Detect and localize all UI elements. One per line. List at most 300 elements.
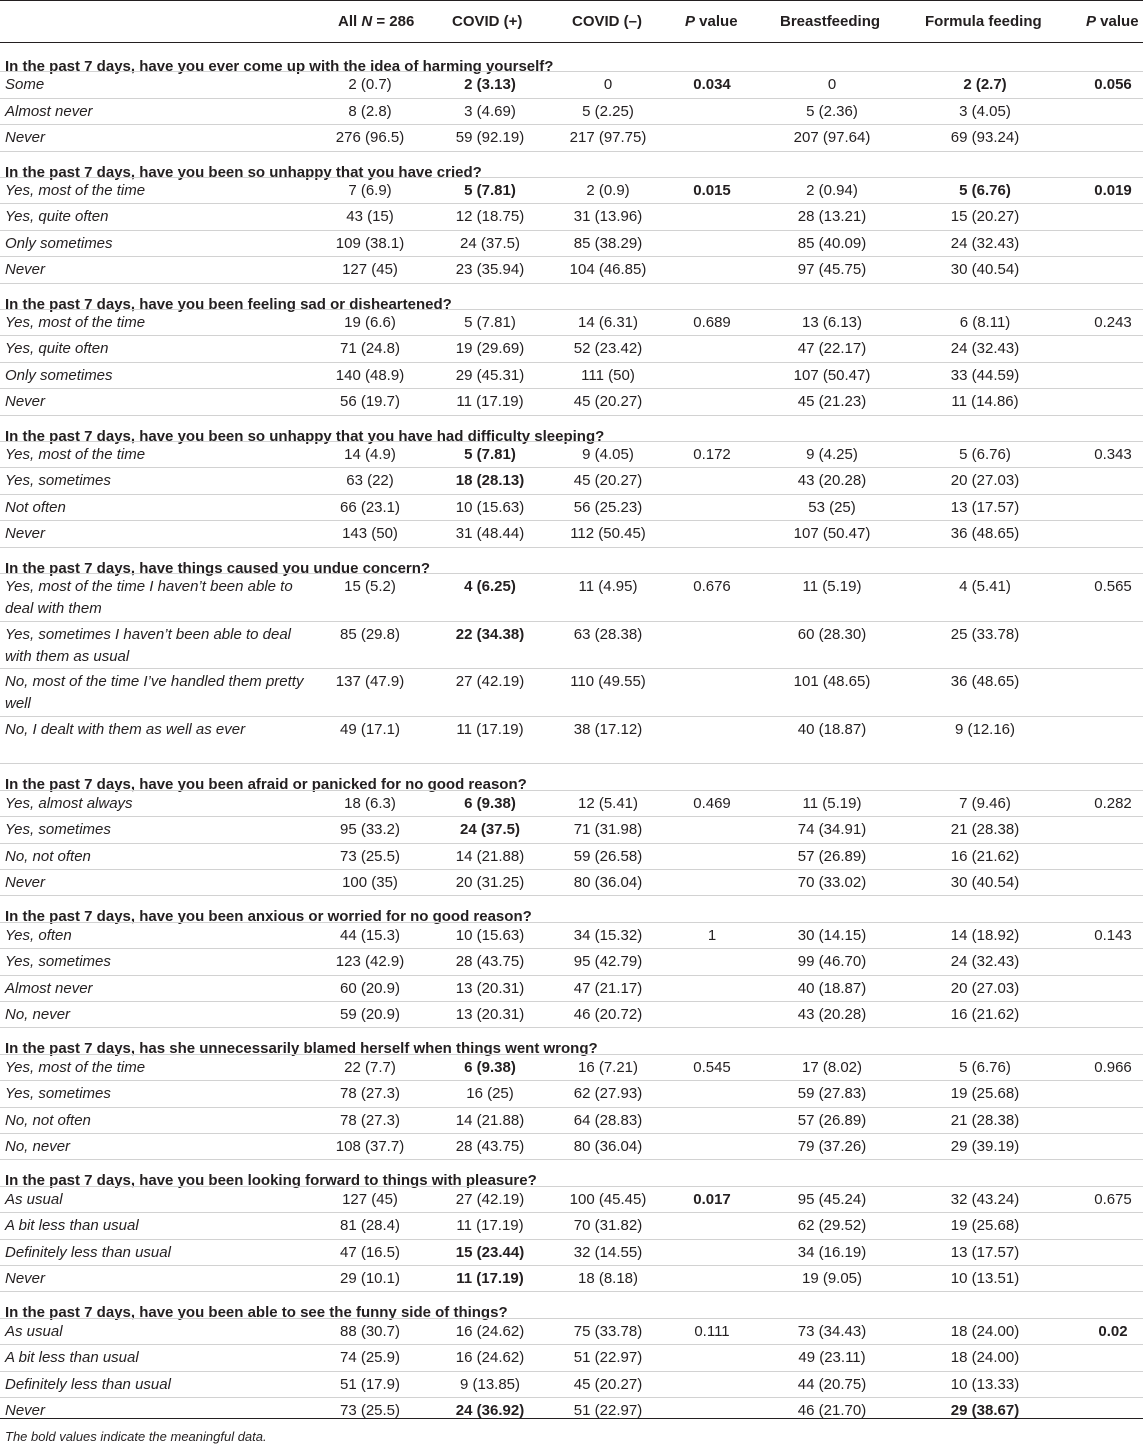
row-separator [0, 1159, 1143, 1160]
cell-bf: 11 (5.19) [802, 794, 862, 812]
cell-ff: 16 (21.62) [950, 847, 1020, 865]
row-separator [0, 494, 1143, 495]
header-breastfeeding: Breastfeeding [780, 13, 881, 30]
cell-all: 276 (96.5) [335, 129, 405, 147]
row-separator [0, 362, 1143, 363]
row-label: Yes, most of the time [5, 446, 146, 463]
cell-bf: 0 [827, 76, 837, 94]
cell-p1: 1 [707, 926, 717, 944]
cell-bf: 9 (4.25) [806, 446, 858, 463]
question-heading: In the past 7 days, have you been so unhappy that you have had difficulty sleeping? [5, 427, 605, 445]
row-label: Yes, sometimes [5, 472, 111, 490]
row-separator [0, 668, 1143, 669]
row-separator [0, 441, 1143, 442]
row-label: Yes, sometimes [5, 821, 111, 839]
cell-all: 127 (45) [342, 261, 398, 279]
cell-all: 43 (15) [346, 208, 394, 226]
cell-ff: 11 (14.86) [951, 393, 1019, 411]
row-label: Almost never [5, 979, 93, 997]
cell-neg: 217 (97.75) [569, 129, 647, 147]
question-heading: In the past 7 days, have you been so unhappy that you have cried? [5, 163, 482, 181]
cell-pos: 27 (42.19) [455, 673, 525, 691]
cell-neg: 64 (28.83) [573, 1111, 643, 1129]
cell-bf: 62 (29.52) [797, 1217, 867, 1235]
cell-neg: 80 (36.04) [573, 1138, 643, 1155]
cell-ff: 20 (27.03) [950, 979, 1020, 997]
row-label: Never [5, 525, 46, 543]
cell-all: 71 (24.8) [339, 340, 401, 358]
cell-bf: 28 (13.21) [797, 208, 867, 226]
question-heading: In the past 7 days, have you been feeling sad or disheartened? [5, 295, 452, 313]
cell-ff: 2 (2.7) [963, 76, 1007, 94]
cell-ff: 13 (17.57) [950, 498, 1020, 516]
row-separator [0, 1186, 1143, 1187]
cell-bf: 49 (23.11) [798, 1349, 866, 1367]
cell-ff: 24 (32.43) [950, 953, 1020, 971]
cell-p2: 0.282 [1094, 794, 1132, 812]
cell-ff: 30 (40.54) [950, 874, 1020, 891]
cell-all: 63 (22) [346, 472, 394, 490]
cell-bf: 43 (20.28) [797, 472, 867, 490]
row-label: Yes, most of the time I haven’t been able to deal with them [5, 578, 293, 617]
cell-p2: 0.143 [1094, 926, 1132, 944]
cell-neg: 51 (22.97) [573, 1402, 643, 1419]
header-formula-feeding: Formula feeding [925, 13, 1042, 30]
cell-bf: 19 (9.05) [801, 1270, 863, 1287]
cell-neg: 63 (28.38) [573, 625, 643, 643]
cell-pos: 27 (42.19) [455, 1190, 525, 1208]
cell-pos: 11 (17.19) [456, 1270, 524, 1287]
cell-p2: 0.243 [1094, 314, 1132, 331]
cell-pos: 13 (20.31) [455, 1006, 525, 1023]
cell-p2: 0.056 [1094, 76, 1132, 94]
row-separator [0, 1080, 1143, 1081]
row-separator [0, 975, 1143, 976]
cell-all: 49 (17.1) [339, 720, 401, 738]
cell-bf: 46 (21.70) [797, 1402, 867, 1419]
cell-bf: 85 (40.09) [797, 234, 867, 252]
cell-ff: 5 (6.76) [959, 182, 1011, 199]
cell-pos: 15 (23.44) [455, 1243, 525, 1261]
cell-all: 73 (25.5) [339, 847, 401, 865]
row-separator [0, 256, 1143, 257]
row-label: No, not often [5, 1111, 91, 1129]
cell-neg: 56 (25.23) [573, 498, 643, 516]
cell-ff: 30 (40.54) [950, 261, 1020, 279]
cell-pos: 16 (24.62) [455, 1322, 525, 1340]
row-label: Never [5, 1270, 46, 1287]
row-label: Some [5, 76, 45, 94]
cell-ff: 36 (48.65) [950, 673, 1020, 691]
cell-pos: 5 (7.81) [464, 446, 516, 463]
cell-bf: 57 (26.89) [797, 1111, 867, 1129]
cell-pos: 24 (36.92) [455, 1402, 525, 1419]
cell-p1: 0.172 [693, 446, 731, 463]
cell-ff: 29 (38.67) [950, 1402, 1020, 1419]
cell-bf: 30 (14.15) [797, 926, 867, 944]
cell-pos: 5 (7.81) [464, 182, 516, 199]
cell-bf: 73 (34.43) [797, 1322, 867, 1340]
cell-neg: 47 (21.17) [573, 979, 643, 997]
row-label: Not often [5, 498, 66, 516]
row-separator [0, 816, 1143, 817]
row-separator [0, 124, 1143, 125]
row-separator [0, 869, 1143, 870]
cell-pos: 11 (17.19) [456, 720, 524, 738]
cell-neg: 52 (23.42) [573, 340, 643, 358]
cell-all: 56 (19.7) [339, 393, 401, 411]
cell-ff: 4 (5.41) [959, 578, 1011, 595]
cell-ff: 18 (24.00) [950, 1349, 1020, 1367]
cell-bf: 11 (5.19) [802, 578, 862, 595]
cell-all: 74 (25.9) [339, 1349, 401, 1367]
header-p-value-2 [1086, 13, 1139, 30]
cell-pos: 11 (17.19) [456, 1217, 524, 1235]
cell-all: 47 (16.5) [339, 1243, 401, 1261]
cell-bf: 79 (37.26) [797, 1138, 867, 1155]
question-heading: In the past 7 days, have you been anxious or worried for no good reason? [5, 908, 532, 926]
cell-bf: 47 (22.17) [797, 340, 867, 358]
cell-all: 88 (30.7) [339, 1322, 401, 1340]
row-label: Never [5, 129, 46, 147]
row-separator [0, 230, 1143, 231]
cell-all: 143 (50) [342, 525, 398, 543]
cell-ff: 6 (8.11) [959, 314, 1011, 331]
cell-all: 22 (7.7) [344, 1058, 396, 1076]
cell-all: 44 (15.3) [339, 926, 401, 944]
cell-pos: 31 (48.44) [455, 525, 525, 543]
row-separator [0, 177, 1143, 178]
row-separator [0, 621, 1143, 622]
cell-bf: 74 (34.91) [797, 821, 867, 839]
cell-ff: 21 (28.38) [950, 821, 1020, 839]
cell-neg: 111 (50) [581, 366, 635, 384]
cell-all: 78 (27.3) [339, 1085, 401, 1103]
row-label: Definitely less than usual [5, 1243, 171, 1261]
cell-all: 66 (23.1) [339, 498, 401, 516]
cell-ff: 13 (17.57) [950, 1243, 1020, 1261]
cell-ff: 16 (21.62) [950, 1006, 1020, 1023]
cell-neg: 75 (33.78) [573, 1322, 643, 1340]
cell-neg: 12 (5.41) [577, 794, 639, 812]
cell-bf: 95 (45.24) [797, 1190, 867, 1208]
cell-ff: 5 (6.76) [959, 446, 1011, 463]
table-bottom-rule [0, 1418, 1143, 1419]
cell-neg: 62 (27.93) [573, 1085, 643, 1103]
cell-ff: 69 (93.24) [950, 129, 1020, 147]
header-all-suffix: = 286 [372, 13, 415, 30]
cell-bf: 107 (50.47) [793, 366, 871, 384]
cell-ff: 5 (6.76) [959, 1058, 1011, 1076]
row-separator [0, 1001, 1143, 1002]
cell-bf: 13 (6.13) [801, 314, 863, 331]
cell-bf: 97 (45.75) [797, 261, 867, 279]
row-label: As usual [5, 1190, 63, 1208]
question-heading: In the past 7 days, have you been looking forward to things with pleasure? [5, 1172, 537, 1190]
cell-neg: 32 (14.55) [573, 1243, 643, 1261]
cell-neg: 110 (49.55) [570, 673, 646, 691]
header-p1-italic: P [685, 13, 696, 30]
table-header [0, 0, 1143, 43]
cell-ff: 36 (48.65) [950, 525, 1020, 543]
cell-ff: 20 (27.03) [950, 472, 1020, 490]
cell-all: 81 (28.4) [339, 1217, 401, 1235]
cell-neg: 85 (38.29) [573, 234, 643, 252]
cell-all: 78 (27.3) [339, 1111, 401, 1129]
cell-pos: 20 (31.25) [455, 874, 525, 891]
cell-p2: 0.019 [1094, 182, 1132, 199]
cell-ff: 10 (13.33) [950, 1375, 1020, 1393]
cell-all: 100 (35) [342, 874, 398, 891]
cell-ff: 24 (32.43) [950, 340, 1020, 358]
cell-neg: 51 (22.97) [573, 1349, 643, 1367]
row-separator [0, 98, 1143, 99]
cell-ff: 24 (32.43) [950, 234, 1020, 252]
cell-all: 51 (17.9) [339, 1375, 401, 1393]
cell-neg: 100 (45.45) [569, 1190, 647, 1208]
cell-all: 2 (0.7) [348, 76, 392, 94]
cell-pos: 23 (35.94) [455, 261, 525, 279]
row-separator [0, 151, 1143, 152]
cell-neg: 2 (0.9) [586, 182, 630, 199]
cell-bf: 34 (16.19) [797, 1243, 867, 1261]
cell-bf: 40 (18.87) [797, 979, 867, 997]
cell-pos: 24 (37.5) [459, 234, 521, 252]
header-p2-italic: P [1086, 13, 1097, 30]
row-label: Yes, most of the time [5, 182, 146, 199]
row-separator [0, 467, 1143, 468]
cell-all: 14 (4.9) [344, 446, 396, 463]
cell-all: 18 (6.3) [344, 794, 396, 812]
header-covid-positive: COVID (+) [452, 13, 523, 30]
row-label: Yes, sometimes I haven’t been able to deal with them as usual [5, 625, 292, 665]
cell-pos: 16 (25) [466, 1085, 514, 1103]
cell-ff: 19 (25.68) [950, 1217, 1020, 1235]
question-heading: In the past 7 days, have you been afraid or panicked for no good reason? [5, 776, 527, 794]
cell-ff: 32 (43.24) [950, 1190, 1020, 1208]
row-label: Yes, sometimes [5, 953, 111, 971]
cell-all: 123 (42.9) [335, 953, 405, 971]
row-label: Definitely less than usual [5, 1375, 171, 1393]
cell-neg: 70 (31.82) [573, 1217, 643, 1235]
row-separator [0, 763, 1143, 764]
cell-bf: 107 (50.47) [793, 525, 871, 543]
cell-pos: 29 (45.31) [455, 366, 525, 384]
row-separator [0, 547, 1143, 548]
question-heading: In the past 7 days, has she unnecessarily blamed herself when things went wrong? [5, 1040, 598, 1058]
cell-pos: 10 (15.63) [455, 926, 525, 944]
cell-neg: 95 (42.79) [573, 953, 643, 971]
cell-pos: 3 (4.69) [464, 102, 516, 120]
row-label: No, not often [5, 847, 91, 865]
cell-pos: 6 (9.38) [464, 794, 516, 812]
cell-pos: 18 (28.13) [455, 472, 525, 490]
cell-all: 59 (20.9) [339, 1006, 401, 1023]
cell-p2: 0.565 [1094, 578, 1132, 595]
cell-pos: 14 (21.88) [455, 847, 525, 865]
cell-ff: 10 (13.51) [950, 1270, 1020, 1287]
cell-bf: 101 (48.65) [793, 673, 871, 691]
cell-p1: 0.469 [693, 794, 731, 812]
cell-p2: 0.966 [1094, 1058, 1132, 1076]
question-heading: In the past 7 days, have you been able to see the funny side of things? [5, 1304, 508, 1322]
row-separator [0, 388, 1143, 389]
row-separator [0, 948, 1143, 949]
cell-all: 85 (29.8) [339, 625, 401, 643]
row-separator [0, 415, 1143, 416]
table-footnote: The bold values indicate the meaningful data. [5, 1429, 267, 1444]
row-label: Never [5, 393, 46, 411]
cell-all: 19 (6.6) [344, 314, 396, 331]
cell-bf: 59 (27.83) [797, 1085, 867, 1103]
cell-pos: 24 (37.5) [459, 821, 521, 839]
cell-bf: 70 (33.02) [797, 874, 867, 891]
cell-neg: 71 (31.98) [573, 821, 643, 839]
cell-neg: 14 (6.31) [577, 314, 639, 331]
row-separator [0, 922, 1143, 923]
row-separator [0, 790, 1143, 791]
cell-ff: 21 (28.38) [950, 1111, 1020, 1129]
cell-all: 8 (2.8) [348, 102, 392, 120]
cell-neg: 0 [603, 76, 613, 94]
cell-bf: 5 (2.36) [806, 102, 858, 120]
row-label: Yes, most of the time [5, 314, 146, 331]
cell-neg: 9 (4.05) [582, 446, 634, 463]
row-label: Never [5, 1402, 46, 1419]
cell-pos: 16 (24.62) [455, 1349, 525, 1367]
cell-neg: 80 (36.04) [573, 874, 643, 891]
cell-ff: 9 (12.16) [954, 720, 1016, 738]
cell-all: 140 (48.9) [335, 366, 405, 384]
cell-neg: 59 (26.58) [573, 847, 643, 865]
cell-bf: 207 (97.64) [793, 129, 871, 147]
row-label: No, I dealt with them as well as ever [5, 720, 246, 738]
cell-neg: 45 (20.27) [573, 472, 643, 490]
row-label: No, most of the time I’ve handled them pretty well [5, 673, 304, 713]
row-label: Yes, almost always [5, 794, 133, 812]
cell-p2: 0.675 [1094, 1190, 1132, 1208]
cell-pos: 9 (13.85) [459, 1375, 521, 1393]
cell-p1: 0.676 [693, 578, 731, 595]
cell-p1: 0.017 [693, 1190, 731, 1208]
cell-pos: 2 (3.13) [464, 76, 516, 94]
cell-bf: 60 (28.30) [797, 625, 867, 643]
row-separator [0, 1371, 1143, 1372]
cell-ff: 19 (25.68) [950, 1085, 1020, 1103]
cell-p1: 0.034 [693, 76, 731, 94]
cell-pos: 12 (18.75) [455, 208, 525, 226]
row-separator [0, 573, 1143, 574]
cell-pos: 4 (6.25) [464, 578, 516, 595]
cell-p1: 0.015 [693, 182, 731, 199]
cell-bf: 2 (0.94) [806, 182, 858, 199]
row-separator [0, 895, 1143, 896]
row-separator [0, 1397, 1143, 1398]
row-label: A bit less than usual [5, 1349, 139, 1367]
cell-pos: 28 (43.75) [455, 953, 525, 971]
cell-bf: 44 (20.75) [797, 1375, 867, 1393]
row-separator [0, 1318, 1143, 1319]
cell-neg: 104 (46.85) [569, 261, 647, 279]
row-label: Almost never [5, 102, 93, 120]
cell-all: 109 (38.1) [335, 234, 405, 252]
cell-bf: 43 (20.28) [797, 1006, 867, 1023]
row-label: Yes, quite often [5, 340, 109, 358]
row-label: Never [5, 874, 46, 891]
row-separator [0, 1212, 1143, 1213]
row-label: Never [5, 261, 46, 279]
header-all [338, 13, 414, 30]
cell-pos: 10 (15.63) [455, 498, 525, 516]
cell-bf: 53 (25) [808, 498, 856, 516]
cell-all: 95 (33.2) [339, 821, 401, 839]
cell-neg: 38 (17.12) [573, 720, 643, 738]
cell-bf: 45 (21.23) [797, 393, 867, 411]
row-separator [0, 1239, 1143, 1240]
cell-ff: 15 (20.27) [950, 208, 1020, 226]
cell-p2: 0.343 [1094, 446, 1132, 463]
row-separator [0, 203, 1143, 204]
row-separator [0, 520, 1143, 521]
cell-bf: 99 (46.70) [797, 953, 867, 971]
row-separator [0, 1133, 1143, 1134]
cell-all: 29 (10.1) [339, 1270, 401, 1287]
row-separator [0, 309, 1143, 310]
cell-bf: 40 (18.87) [797, 720, 867, 738]
row-separator [0, 1291, 1143, 1292]
row-separator [0, 1107, 1143, 1108]
cell-pos: 5 (7.81) [464, 314, 516, 331]
cell-all: 137 (47.9) [335, 673, 405, 691]
header-p-value-1 [685, 13, 738, 30]
cell-ff: 7 (9.46) [959, 794, 1011, 812]
cell-neg: 18 (8.18) [577, 1270, 639, 1287]
cell-ff: 3 (4.05) [959, 102, 1011, 120]
row-label: Yes, sometimes [5, 1085, 111, 1103]
row-label: As usual [5, 1322, 63, 1340]
cell-pos: 59 (92.19) [455, 129, 525, 147]
cell-all: 73 (25.5) [339, 1402, 401, 1419]
cell-p1: 0.111 [694, 1322, 730, 1340]
cell-p2: 0.02 [1098, 1322, 1128, 1340]
cell-pos: 28 (43.75) [455, 1138, 525, 1155]
header-p1-rest: value [695, 13, 738, 30]
cell-p1: 0.689 [693, 314, 731, 331]
cell-all: 127 (45) [342, 1190, 398, 1208]
header-p2-rest: value [1096, 13, 1139, 30]
row-separator [0, 335, 1143, 336]
header-covid-negative: COVID (–) [572, 13, 643, 30]
cell-neg: 45 (20.27) [573, 393, 643, 411]
row-label: Yes, quite often [5, 208, 109, 226]
row-separator [0, 1344, 1143, 1345]
row-separator [0, 283, 1143, 284]
row-label: No, never [5, 1138, 71, 1155]
row-separator [0, 1265, 1143, 1266]
row-label: Only sometimes [5, 366, 113, 384]
cell-neg: 31 (13.96) [573, 208, 643, 226]
row-separator [0, 71, 1143, 72]
cell-all: 7 (6.9) [348, 182, 392, 199]
cell-p1: 0.545 [693, 1058, 731, 1076]
cell-neg: 34 (15.32) [573, 926, 643, 944]
row-separator [0, 1054, 1143, 1055]
cell-all: 60 (20.9) [339, 979, 401, 997]
cell-pos: 13 (20.31) [455, 979, 525, 997]
cell-ff: 29 (39.19) [950, 1138, 1020, 1155]
cell-pos: 19 (29.69) [455, 340, 525, 358]
cell-ff: 25 (33.78) [950, 625, 1020, 643]
